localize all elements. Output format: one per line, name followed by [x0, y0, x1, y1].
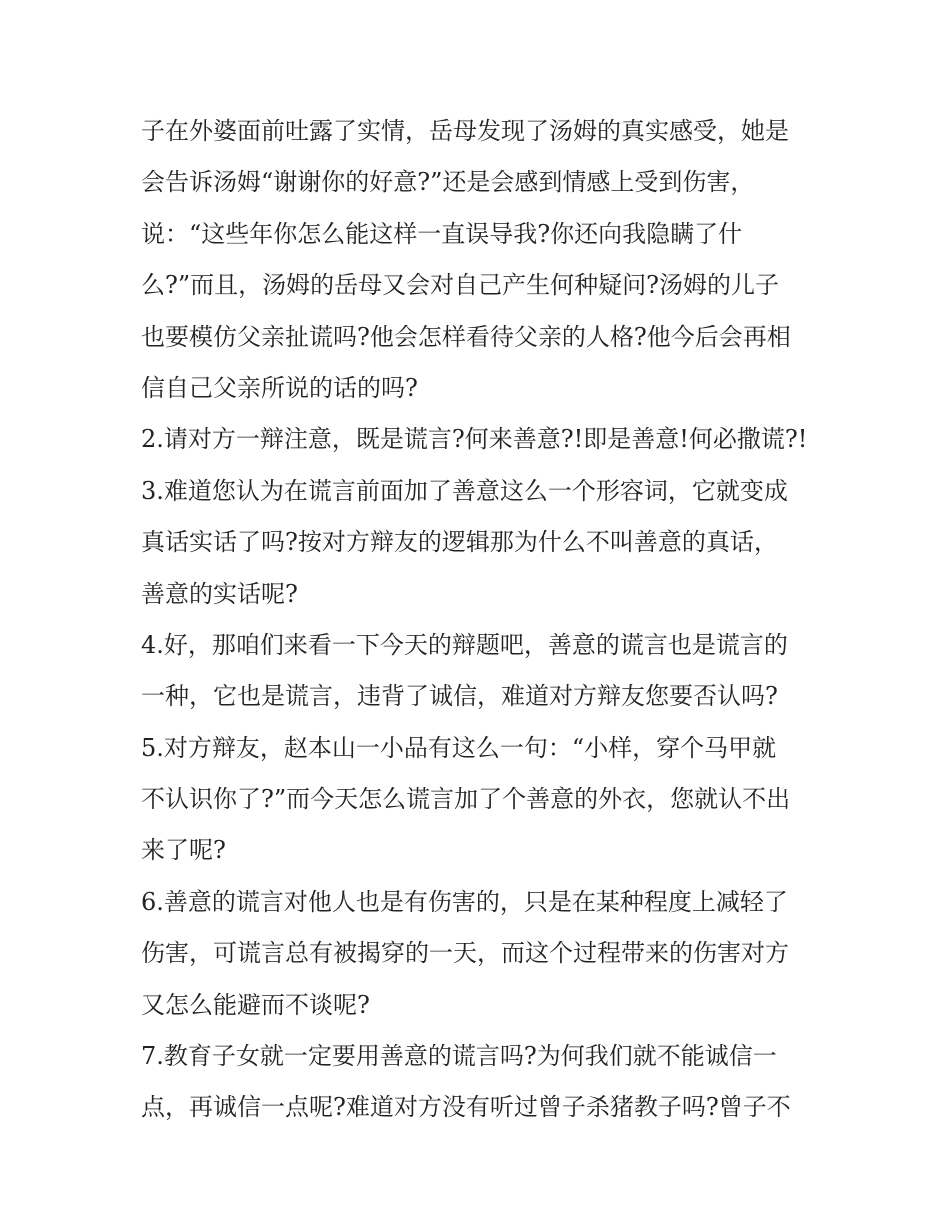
text-line: 子在外婆面前吐露了实情，岳母发现了汤姆的真实感受，她是 [141, 117, 789, 145]
text-line: 点，再诚信一点呢?难道对方没有听过曾子杀猪教子吗?曾子不 [141, 1093, 791, 1122]
text-line: 信自己父亲所说的话的吗? [141, 373, 418, 402]
text-line: 5.对方辩友，赵本山一小品有这么一句：“小样，穿个马甲就 [141, 733, 777, 762]
text-line: 4.好，那咱们来看一下今天的辩题吧，善意的谎言也是谎言的 [141, 630, 788, 659]
text-line: 7.教育子女就一定要用善意的谎言吗?为何我们就不能诚信一 [141, 1042, 777, 1071]
text-line: 也要模仿父亲扯谎吗?他会怎样看待父亲的人格?他今后会再相 [141, 322, 791, 351]
text-line: 2.请对方一辩注意，既是谎言?何来善意?!即是善意!何必撒谎?! [141, 425, 808, 454]
text-line: 说：“这些年你怎么能这样一直误导我?你还向我隐瞒了什 [141, 219, 743, 248]
text-line: 6.善意的谎言对他人也是有伤害的，只是在某种程度上减轻了 [141, 887, 788, 916]
text-line: 3.难道您认为在谎言前面加了善意这么一个形容词，它就变成 [141, 476, 788, 505]
text-line: 伤害，可谎言总有被揭穿的一天，而这个过程带来的伤害对方 [141, 939, 789, 968]
text-line: 么?”而且，汤姆的岳母又会对自己产生何种疑问?汤姆的儿子 [141, 271, 780, 300]
document-body [141, 106, 821, 1134]
text-line: 又怎么能避而不谈呢? [141, 990, 370, 1019]
text-line: 不认识你了?”而今天怎么谎言加了个善意的外衣，您就认不出 [141, 785, 791, 814]
text-line: 真话实话了吗?按对方辩友的逻辑那为什么不叫善意的真话， [141, 528, 778, 557]
text-line: 来了呢? [141, 836, 226, 865]
text-line: 善意的实话呢? [141, 579, 298, 608]
text-line: 一种，它也是谎言，违背了诚信，难道对方辩友您要否认吗? [141, 682, 778, 711]
text-line: 会告诉汤姆“谢谢你的好意?”还是会感到情感上受到伤害， [141, 168, 755, 197]
